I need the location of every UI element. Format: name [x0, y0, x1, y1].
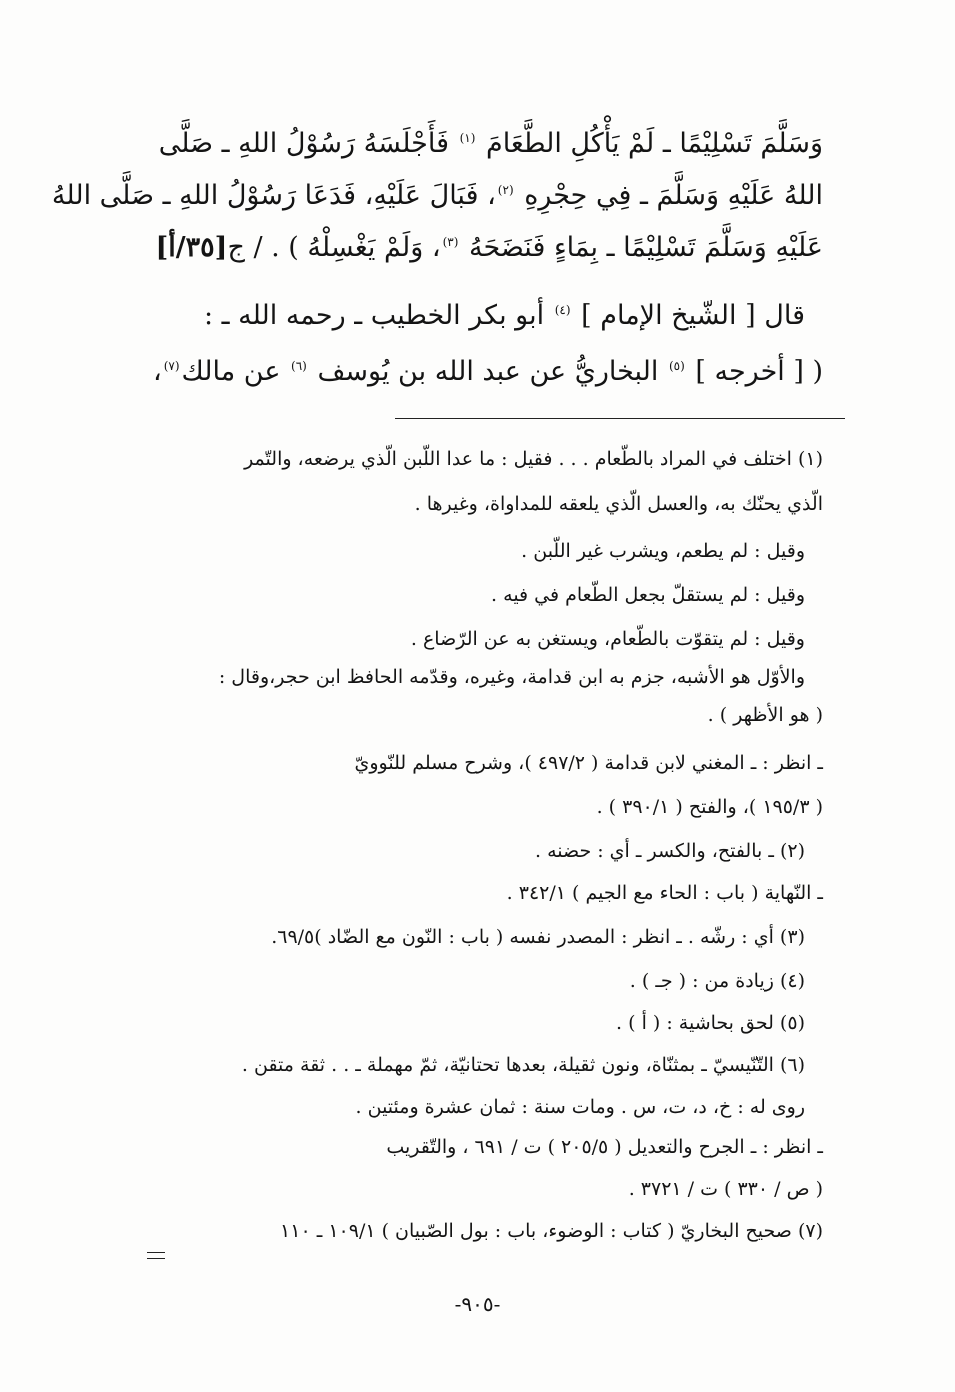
- note-line: ( ١٩٥/٣ )، والفتح ( ٣٩٠/١ ) .: [596, 796, 823, 818]
- note-line: (٦) التّنّيسيّ ـ بمثنّاة، ونون ثقيلة، بعدها تحتانيّة، ثمّ مهملة ـ . . ثقة متقن .: [241, 1054, 805, 1076]
- note-line: والأوّل هو الأشبه، جزم به ابن قدامة، وغيره، وقدّمه الحافظ ابن حجر،وقال :: [218, 666, 805, 688]
- note-line: ( هو الأظهر ) .: [707, 704, 823, 726]
- note-line: وقيل : لم يتقوّت بالطّعام، ويستغن به عن الرّضاع .: [410, 628, 805, 650]
- note-line: ـ انظر : ـ الجرح والتعديل ( ٢٠٥/٥ ) ت / ٦٩١ ، والتّقريب: [386, 1136, 823, 1158]
- note-line: (٢) ـ بالفتح، والكسر ـ أي : حضنه .: [534, 840, 805, 862]
- main-line-5: ( [ أخرجه ] $^{(٥)}$ البخاريُّ عن عبد الله بن يُوسف $^{(٦)}$ عن مالك$^{(٧)}$،: [152, 356, 823, 387]
- note-line: الّذي يحنّك به، والعسل الّذي يلعقه للمداواة، وغيرها .: [414, 493, 823, 515]
- main-line-4: قال [ الشّيخ الإمام ] $^{(٤)}$ أبو بكر الخطيب ـ رحمه الله ـ :: [203, 300, 805, 331]
- main-line-2: اللهُ عَلَيْهِ وَسَلَّمَ ـ فِي حِجْرِهِ $^{(٢)}$، فَبَالَ عَلَيْهِ، فَدَعَا رَسُوْلُ اللهِ ـ صَلَّى اللهُ: [51, 180, 823, 211]
- main-line-1: وَسَلَّمَ تَسْلِيْمًا ـ لَمْ يَأْكُلِ الطَّعَامَ $^{(١)}$ فَأَجْلَسَهُ رَسُوْلُ اللهِ ـ صَلَّى: [158, 128, 823, 159]
- note-line: ـ انظر : ـ المغني لابن قدامة ( ٤٩٧/٢ )، وشرح مسلم للنّوويّ: [354, 752, 823, 774]
- note-line: (٧) صحيح البخاريّ ( كتاب : الوضوء، باب : بول الصّبيان ) ١٠٩/١ ـ ١١٠: [280, 1220, 823, 1242]
- note-line: (٣) أي : رشّه . ـ انظر : المصدر نفسه ( باب : النّون مع الضّاد )٦٩/٥.: [271, 926, 805, 948]
- note-line: ( ص / ٣٣٠ ) ت / ٣٧٢١ .: [628, 1178, 823, 1200]
- note-line: وقيل : لم يستقلّ بجعل الطّعام في فيه .: [491, 584, 805, 606]
- footnote-divider: [395, 418, 845, 419]
- main-line-3: عَلَيْهِ وَسَلَّمَ تَسْلِيْمًا ـ بِمَاءٍ فَنَضَحَهُ $^{(٣)}$، وَلَمْ يَغْسِلْهُ ) . / ج[٣٥/أ]: [155, 232, 823, 263]
- continuation-mark: [147, 1252, 165, 1259]
- note-line: روى له : خ، د، ت، س . ومات سنة : ثمان عشرة ومئتين .: [355, 1096, 805, 1118]
- note-line: (١) اختلف في المراد بالطّعام . . . فقيل : ما عدا اللّبن الّذي يرضعه، والتّمر: [244, 448, 823, 470]
- note-line: (٤) زيادة من : ( جـ ) .: [629, 970, 805, 992]
- note-line: (٥) لحق بحاشية : ( أ ) .: [616, 1012, 805, 1034]
- note-line: ـ النّهاية ( باب : الحاء مع الجيم ) ٣٤٢/١ .: [506, 882, 823, 904]
- note-line: وقيل : لم يطعم، ويشرب غير اللّبن .: [521, 540, 805, 562]
- page-number: -٩٠٥-: [454, 1292, 501, 1316]
